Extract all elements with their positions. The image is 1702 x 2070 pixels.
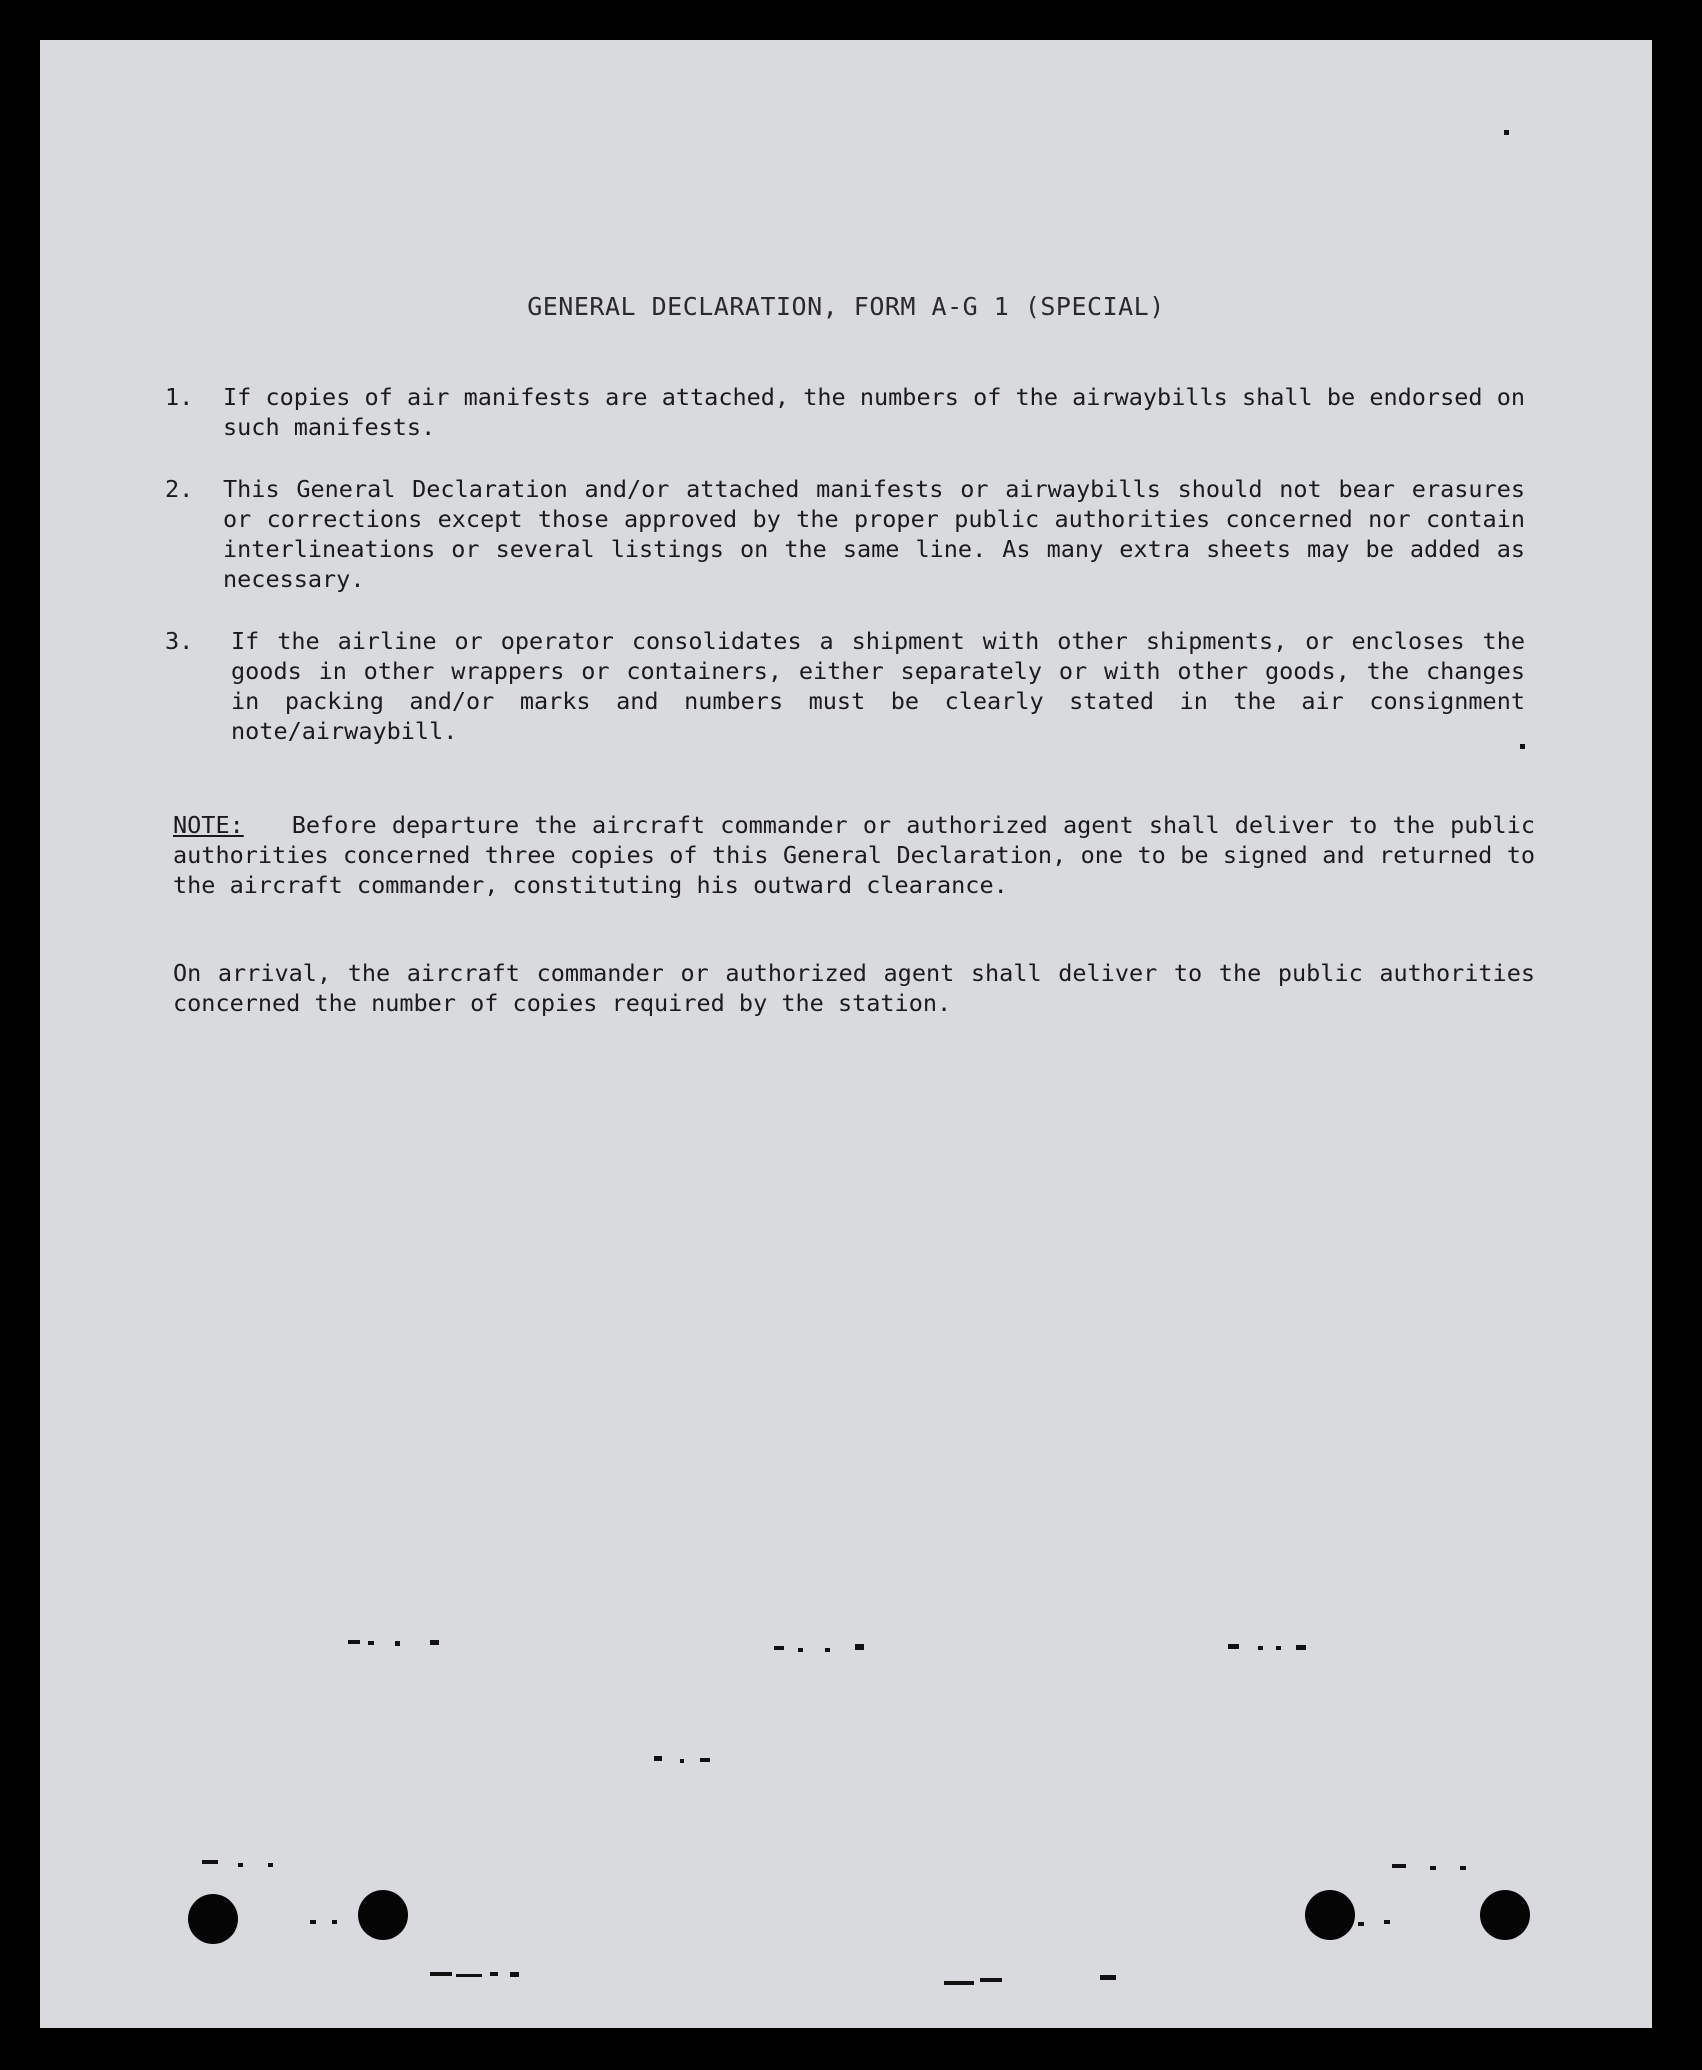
speck [980,1978,1002,1982]
speck [368,1641,374,1645]
speck [1258,1646,1263,1650]
list-item-number: 2. [165,475,194,503]
speck [654,1756,662,1761]
speck [1276,1646,1281,1650]
speck [855,1644,864,1650]
speck [268,1863,273,1867]
speck [332,1920,337,1924]
punch-hole [188,1894,238,1944]
list-item-text: If copies of air manifests are attached, the numbers of the airwaybills shall be endorsed on such manifests. [223,383,1525,441]
scan-artifacts [40,40,1652,2028]
list-item-number: 3. [165,627,194,655]
speck [1392,1864,1406,1868]
speck [1430,1866,1436,1870]
list-item-text: If the airline or operator consolidates a shipment with other shipments, or encloses the goods in other wrappers or containers, either separately or with other goods, the changes in packing and/or marks and numbers must be clearly stated in the air consignment note/airwaybill. [231,627,1525,745]
speck [825,1648,830,1652]
speck [798,1648,803,1652]
arrival-paragraph: On arrival, the aircraft commander or authorized agent shall deliver to the public authorities concerned the number of copies required by the station. [173,959,1535,1017]
speck [680,1759,684,1763]
punch-hole [1480,1890,1530,1940]
speck [1100,1975,1116,1980]
document-title: GENERAL DECLARATION, FORM A-G 1 (SPECIAL) [527,292,1165,321]
list-item-text: This General Declaration and/or attached manifests or airwaybills should not bear erasures or corrections except those approved by the proper public authorities concerned nor contain interlineations or several listings on the same line. As many extra sheets may be added as necessary. [223,475,1525,593]
speck [310,1920,316,1924]
document-page [40,40,1652,2028]
speck [1296,1645,1306,1650]
speck [700,1758,710,1762]
speck [1358,1922,1364,1926]
speck [1504,130,1509,135]
speck [456,1974,482,1977]
speck [1228,1644,1239,1649]
punch-hole [358,1890,408,1940]
speck [510,1972,519,1977]
list-item-number: 1. [165,383,194,411]
speck [774,1646,784,1650]
speck [395,1641,400,1646]
speck [430,1640,439,1645]
note-text: Before departure the aircraft commander or authorized agent shall deliver to the public authorities concerned three copies of this General Declaration, one to be signed and returned to the aircraft commander, constituting his outward clearance. [173,811,1535,899]
speck [348,1640,360,1644]
speck [944,1981,974,1985]
speck [202,1860,218,1864]
speck [490,1972,498,1976]
speck [1460,1866,1466,1870]
speck [430,1972,452,1976]
speck [1384,1920,1390,1924]
speck [238,1863,243,1867]
punch-hole [1305,1890,1355,1940]
note-label: NOTE: [173,811,244,839]
speck [1520,744,1525,749]
